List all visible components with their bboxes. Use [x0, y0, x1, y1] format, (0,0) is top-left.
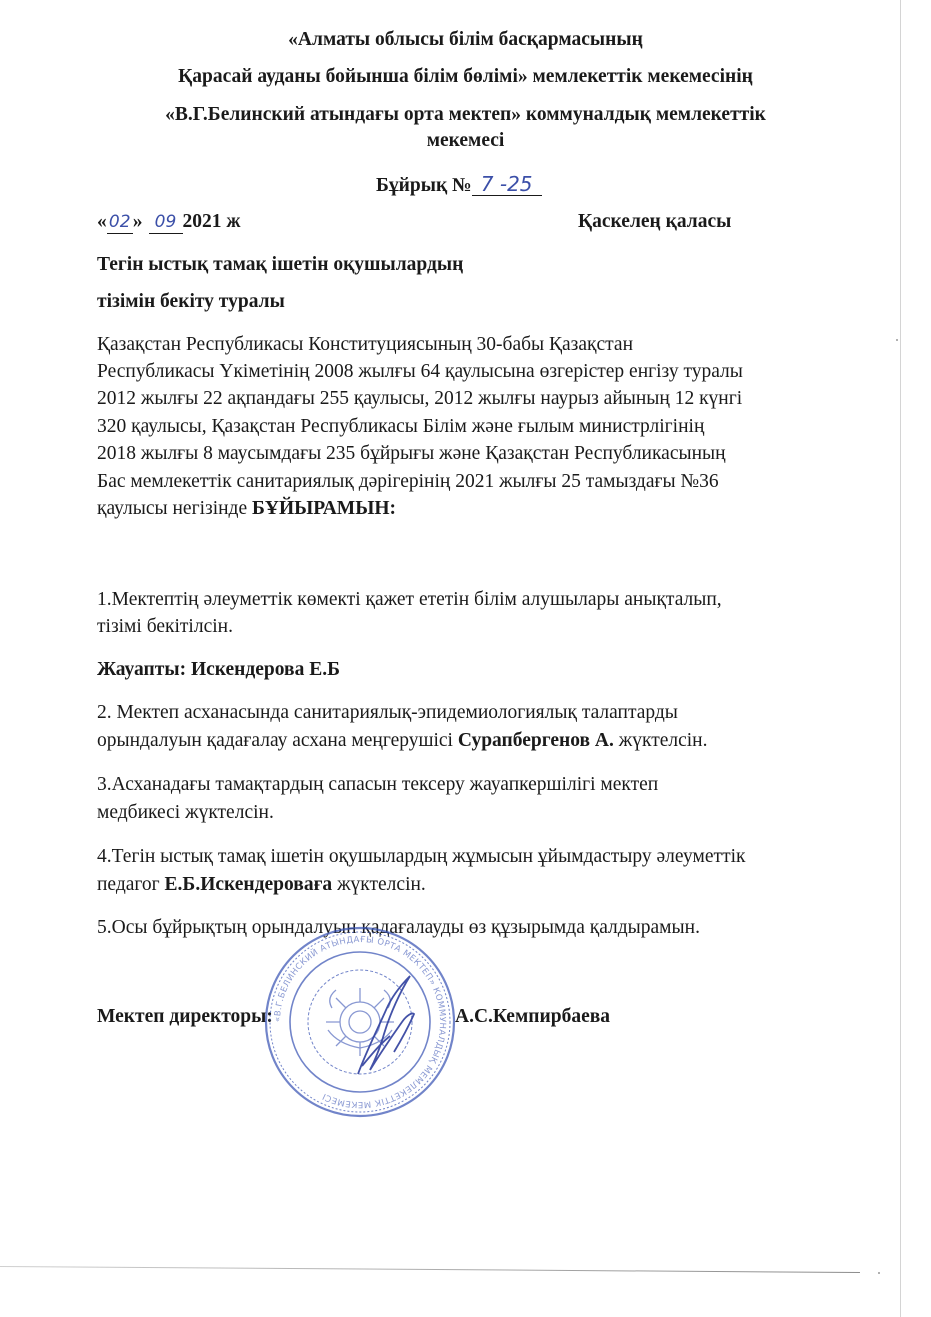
- preamble-line: 320 қаулысы, Қазақстан Республикасы Білім және ғылым министрлігінің: [97, 416, 705, 437]
- responsible-person: Жауапты: Искендерова Е.Б: [97, 659, 340, 680]
- item-4-text: педагог: [97, 874, 165, 895]
- header-line-1: «Алматы облысы білім басқармасының: [288, 29, 643, 50]
- item-1-line-2: тізімі бекітілсін.: [97, 616, 233, 637]
- item-1-line-1: 1.Мектептің әлеуметтік көмекті қажет ететін білім алушылары анықталып,: [97, 589, 722, 610]
- order-title-line-1: Тегін ыстық тамақ ішетін оқушылардың: [97, 254, 464, 275]
- item-3-line-2: медбикесі жүктелсін.: [97, 802, 274, 823]
- item-2-line-1: 2. Мектеп асханасында санитариялық-эпидемиологиялық талаптарды: [97, 702, 678, 723]
- signature-scribble-icon: [358, 976, 414, 1074]
- item-4-line-1: 4.Тегін ыстық тамақ ішетін оқушылардың жұмысын ұйымдастыру әлеуметтік: [97, 846, 746, 867]
- stamp-outer-ring: [266, 928, 454, 1116]
- preamble-line: Қазақстан Республикасы Конституциясының 30-бабы Қазақстан: [97, 334, 634, 355]
- signature-position: Мектеп директоры:: [97, 1006, 273, 1027]
- date: [97, 211, 241, 234]
- header-line-3: «В.Г.Белинский атындағы орта мектеп» коммуналдық мемлекеттік: [165, 104, 766, 125]
- item-2-line-2: [97, 730, 708, 752]
- city: Қаскелең қаласы: [578, 211, 732, 232]
- svg-text:«В.Г.БЕЛИНСКИЙ АТЫНДАҒЫ ОРТА М: [273, 935, 447, 1109]
- item-4-suffix: жүктелсін.: [332, 874, 426, 895]
- item-3-line-1: 3.Асханадағы тамақтардың сапасын тексеру жауапкершілігі мектеп: [97, 774, 659, 795]
- stamp-ring-text: «В.Г.БЕЛИНСКИЙ АТЫНДАҒЫ ОРТА МЕКТЕП» КОММУНАЛДЫҚ МЕМЛЕКЕТТІК МЕКЕМЕСІ: [272, 934, 448, 1110]
- order-number-row: [376, 173, 542, 197]
- date-year: 2021 ж: [182, 211, 241, 232]
- scan-speck: [896, 339, 898, 341]
- item-2-text: орындалуын қадағалау асхана меңгерушісі: [97, 730, 458, 751]
- item-4-line-2: [97, 874, 426, 896]
- official-stamp: [262, 924, 458, 1120]
- preamble-last-text: қаулысы негізінде: [97, 498, 253, 519]
- header-line-4: мекемесі: [426, 130, 505, 151]
- header-line-2: Қарасай ауданы бойынша білім бөлімі» мемлекеттік мекемесінің: [178, 66, 753, 87]
- date-open-quote: «: [97, 211, 107, 232]
- preamble-line: Бас мемлекеттік санитариялық дәрігерінің 2021 жылғы 25 тамыздағы №36: [97, 471, 719, 492]
- item-4-person: Е.Б.Искендероваға: [164, 874, 333, 895]
- date-month-handwritten: 09: [149, 211, 183, 234]
- preamble-line: Республикасы Үкіметінің 2008 жылғы 64 қаулысына өзгерістер енгізу туралы: [97, 361, 743, 382]
- item-5: 5.Осы бұйрықтың орындалуын қадағалауды өз құзырымда қалдырамын.: [97, 917, 700, 938]
- order-label: Бұйрық №: [376, 175, 472, 196]
- order-number-handwritten: 7 -25: [472, 173, 542, 196]
- date-close-quote: »: [132, 211, 143, 232]
- signature-name: А.С.Кемпирбаева: [455, 1006, 611, 1027]
- item-2-person: Сурапбергенов А.: [457, 730, 614, 751]
- order-directive: БҰЙЫРАМЫН:: [252, 498, 397, 519]
- preamble-line: 2012 жылғы 22 ақпандағы 255 қаулысы, 2012 жылғы наурыз айының 12 күнгі: [97, 388, 743, 409]
- emblem-icon: [326, 988, 394, 1056]
- date-day-handwritten: 02: [107, 211, 133, 234]
- item-2-suffix: жүктелсін.: [613, 730, 708, 751]
- scan-bottom-line: [0, 1266, 860, 1273]
- scan-edge-line: [900, 0, 901, 1317]
- order-title-line-2: тізімін бекіту туралы: [97, 291, 285, 312]
- preamble-line: 2018 жылғы 8 маусымдағы 235 бұйрығы және Қазақстан Республикасының: [97, 443, 726, 464]
- preamble-last-line: [97, 498, 396, 520]
- scan-speck: [878, 1272, 880, 1274]
